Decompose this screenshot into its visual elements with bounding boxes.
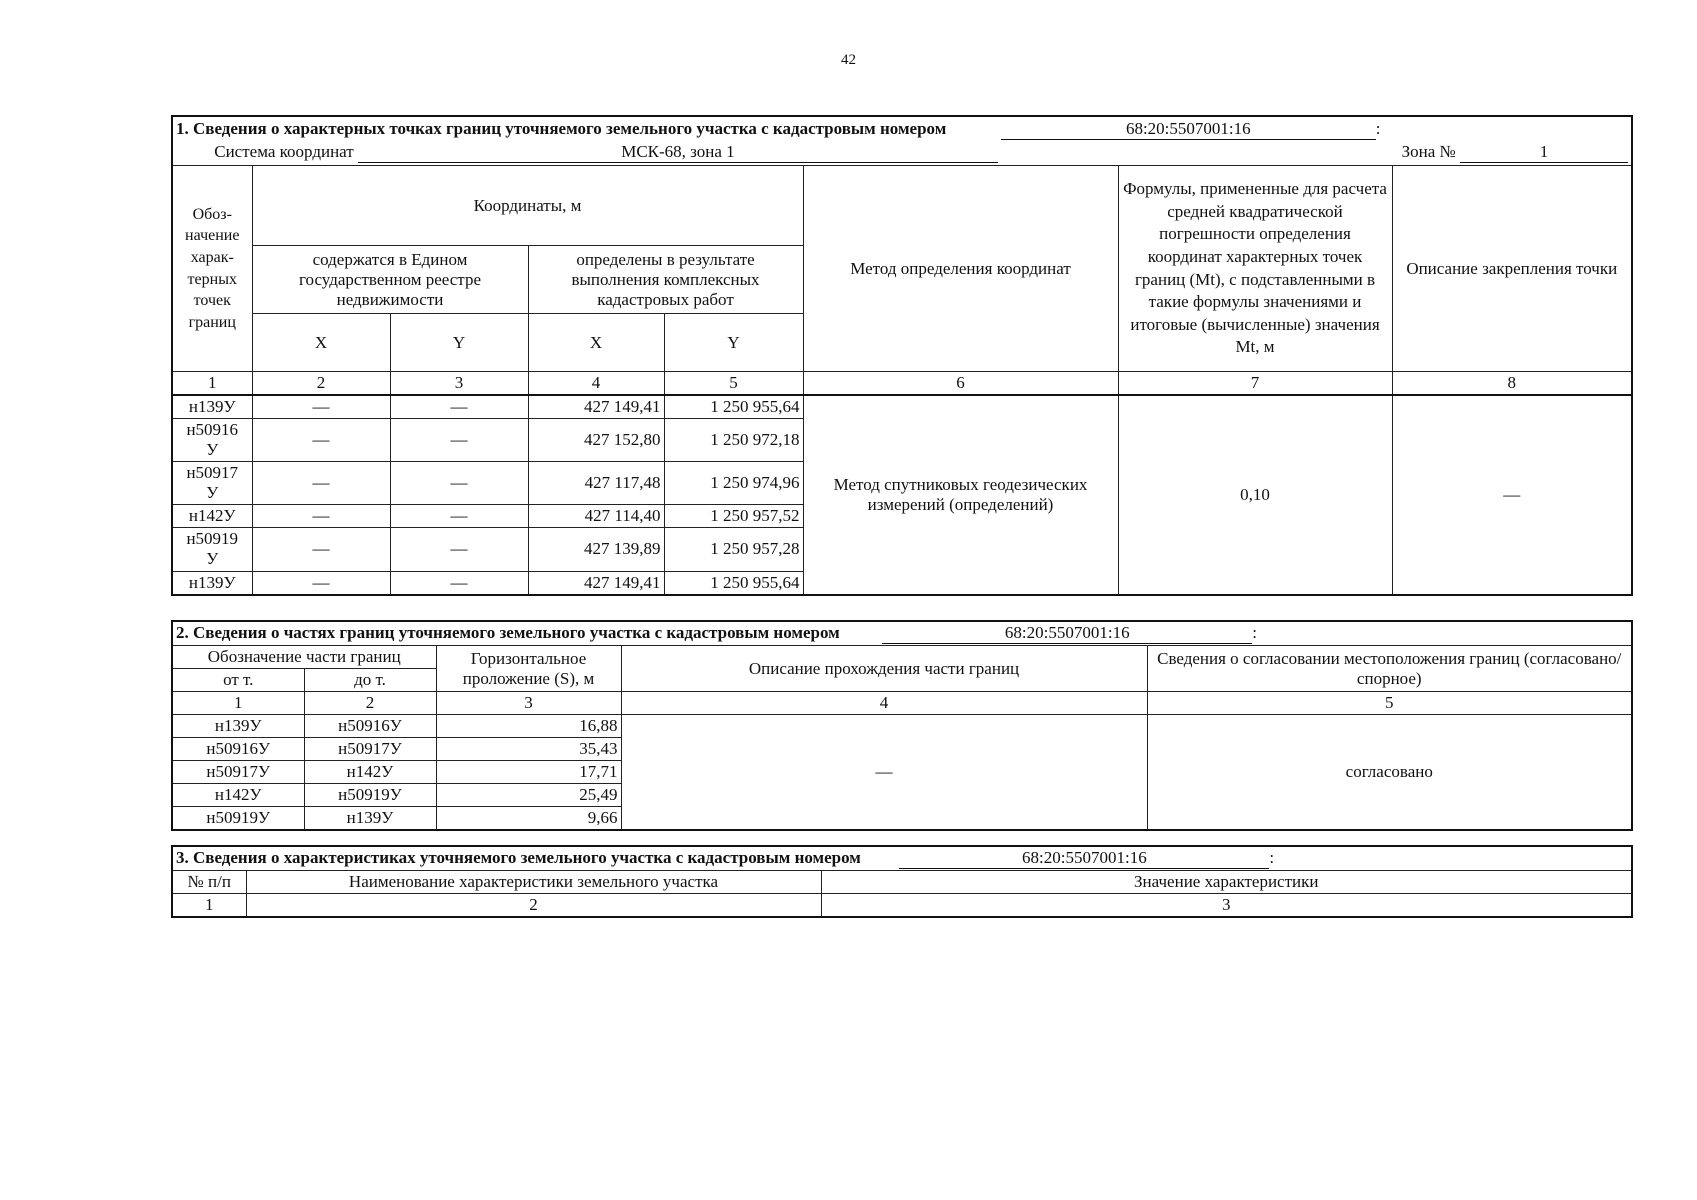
x-complex: 427 139,89 bbox=[528, 528, 664, 571]
col-number: 2 bbox=[246, 894, 821, 918]
x-egrn: — bbox=[252, 419, 390, 462]
col-number: 1 bbox=[172, 372, 252, 396]
x-egrn: — bbox=[252, 505, 390, 528]
horizontal-value: 25,49 bbox=[436, 784, 621, 807]
section3-table bbox=[171, 845, 1633, 918]
description-value: — bbox=[621, 715, 1147, 831]
from-point: н50917У bbox=[172, 761, 304, 784]
hdr-num: № п/п bbox=[172, 871, 246, 894]
point-name: н50917 У bbox=[172, 462, 252, 505]
hdr-x-complex: X bbox=[528, 314, 664, 372]
table-row bbox=[172, 715, 1632, 738]
coord-system-row bbox=[172, 141, 1632, 166]
col-number: 4 bbox=[621, 692, 1147, 715]
col-number: 1 bbox=[172, 692, 304, 715]
col-number: 3 bbox=[390, 372, 528, 396]
y-egrn: — bbox=[390, 571, 528, 595]
hdr-y-egrn: Y bbox=[390, 314, 528, 372]
to-point: н50919У bbox=[304, 784, 436, 807]
col-number: 2 bbox=[304, 692, 436, 715]
x-complex: 427 149,41 bbox=[528, 571, 664, 595]
hdr-coordinates: Координаты, м bbox=[252, 166, 803, 246]
hdr-x-egrn: X bbox=[252, 314, 390, 372]
fixing-value: — bbox=[1392, 395, 1632, 594]
hdr-method: Метод определения координат bbox=[803, 166, 1118, 372]
horizontal-value: 17,71 bbox=[436, 761, 621, 784]
section2-colon: : bbox=[1252, 623, 1257, 642]
hdr-point-designation: Обоз- начение харак- терных точек границ bbox=[172, 166, 252, 372]
col-number: 6 bbox=[803, 372, 1118, 396]
from-point: н142У bbox=[172, 784, 304, 807]
y-egrn: — bbox=[390, 462, 528, 505]
zone-value: 1 bbox=[1460, 142, 1628, 163]
section1-colon: : bbox=[1375, 119, 1381, 138]
col-number: 5 bbox=[1147, 692, 1632, 715]
horizontal-value: 9,66 bbox=[436, 807, 621, 831]
hdr-egrn: содержатся в Едином государственном реестре недвижимости bbox=[252, 246, 528, 314]
page-number: 42 bbox=[841, 52, 856, 68]
x-egrn: — bbox=[252, 571, 390, 595]
y-egrn: — bbox=[390, 505, 528, 528]
col-number: 3 bbox=[821, 894, 1632, 918]
hdr-horizontal: Горизонтальное проложение (S), м bbox=[436, 646, 621, 692]
y-complex: 1 250 955,64 bbox=[664, 395, 803, 419]
to-point: н50917У bbox=[304, 738, 436, 761]
point-name: н50916 У bbox=[172, 419, 252, 462]
hdr-y-complex: Y bbox=[664, 314, 803, 372]
hdr-name: Наименование характеристики земельного участка bbox=[246, 871, 821, 894]
coord-system-value: МСК-68, зона 1 bbox=[358, 142, 998, 163]
horizontal-value: 16,88 bbox=[436, 715, 621, 738]
y-complex: 1 250 957,52 bbox=[664, 505, 803, 528]
col-number: 8 bbox=[1392, 372, 1632, 396]
y-egrn: — bbox=[390, 419, 528, 462]
zone-label: Зона № bbox=[1401, 142, 1456, 162]
y-complex: 1 250 957,28 bbox=[664, 528, 803, 571]
hdr-value: Значение характеристики bbox=[821, 871, 1632, 894]
method-value: Метод спутниковых геодезических измерений (определений) bbox=[803, 395, 1118, 594]
section2-table bbox=[171, 620, 1633, 831]
section3-title: 3. Сведения о характеристиках уточняемого земельного участка с кадастровым номером bbox=[176, 848, 861, 867]
point-name: н139У bbox=[172, 395, 252, 419]
section1-cadastral-number: 68:20:5507001:16 bbox=[1001, 119, 1376, 140]
y-complex: 1 250 972,18 bbox=[664, 419, 803, 462]
x-egrn: — bbox=[252, 395, 390, 419]
col-number: 2 bbox=[252, 372, 390, 396]
x-egrn: — bbox=[252, 528, 390, 571]
col-number: 5 bbox=[664, 372, 803, 396]
y-complex: 1 250 974,96 bbox=[664, 462, 803, 505]
x-complex: 427 149,41 bbox=[528, 395, 664, 419]
section3-title-row bbox=[172, 846, 1632, 871]
from-point: н50919У bbox=[172, 807, 304, 831]
section2-title-row bbox=[172, 621, 1632, 646]
hdr-to: до т. bbox=[304, 669, 436, 692]
point-name: н50919 У bbox=[172, 528, 252, 571]
section3-colon: : bbox=[1269, 848, 1275, 867]
table-row bbox=[172, 395, 1632, 419]
section2-cadastral-number: 68:20:5507001:16 bbox=[882, 623, 1252, 644]
hdr-from: от т. bbox=[172, 669, 304, 692]
hdr-description: Описание прохождения части границ bbox=[621, 646, 1147, 692]
y-complex: 1 250 955,64 bbox=[664, 571, 803, 595]
x-complex: 427 117,48 bbox=[528, 462, 664, 505]
mt-value: 0,10 bbox=[1118, 395, 1392, 594]
to-point: н142У bbox=[304, 761, 436, 784]
x-complex: 427 114,40 bbox=[528, 505, 664, 528]
horizontal-value: 35,43 bbox=[436, 738, 621, 761]
section1-title-row bbox=[172, 116, 1632, 141]
x-complex: 427 152,80 bbox=[528, 419, 664, 462]
col-number: 3 bbox=[436, 692, 621, 715]
hdr-part-designation: Обозначение части границ bbox=[172, 646, 436, 669]
section2-title: 2. Сведения о частях границ уточняемого земельного участка с кадастровым номером bbox=[176, 623, 840, 642]
y-egrn: — bbox=[390, 395, 528, 419]
col-number: 4 bbox=[528, 372, 664, 396]
col-number: 1 bbox=[172, 894, 246, 918]
col-number: 7 bbox=[1118, 372, 1392, 396]
agreement-value: согласовано bbox=[1147, 715, 1632, 831]
point-name: н139У bbox=[172, 571, 252, 595]
from-point: н50916У bbox=[172, 738, 304, 761]
section3-cadastral-number: 68:20:5507001:16 bbox=[899, 848, 1269, 869]
hdr-complex-works: определены в результате выполнения комплексных кадастровых работ bbox=[528, 246, 803, 314]
section1-title: 1. Сведения о характерных точках границ уточняемого земельного участка с кадастровым номером bbox=[176, 119, 947, 138]
x-egrn: — bbox=[252, 462, 390, 505]
to-point: н50916У bbox=[304, 715, 436, 738]
section1-table bbox=[171, 115, 1633, 596]
hdr-fixing: Описание закрепления точки bbox=[1392, 166, 1632, 372]
to-point: н139У bbox=[304, 807, 436, 831]
y-egrn: — bbox=[390, 528, 528, 571]
from-point: н139У bbox=[172, 715, 304, 738]
coord-system-label: Система координат bbox=[214, 142, 354, 162]
hdr-agreement: Сведения о согласовании местоположения границ (согласовано/спорное) bbox=[1147, 646, 1632, 692]
point-name: н142У bbox=[172, 505, 252, 528]
hdr-formulas: Формулы, примененные для расчета средней квадратической погрешности определения координат характерных точек границ (Mt), с подставленными в такие формулы значениями и итоговые (вычисленные) значения Mt, м bbox=[1118, 166, 1392, 372]
